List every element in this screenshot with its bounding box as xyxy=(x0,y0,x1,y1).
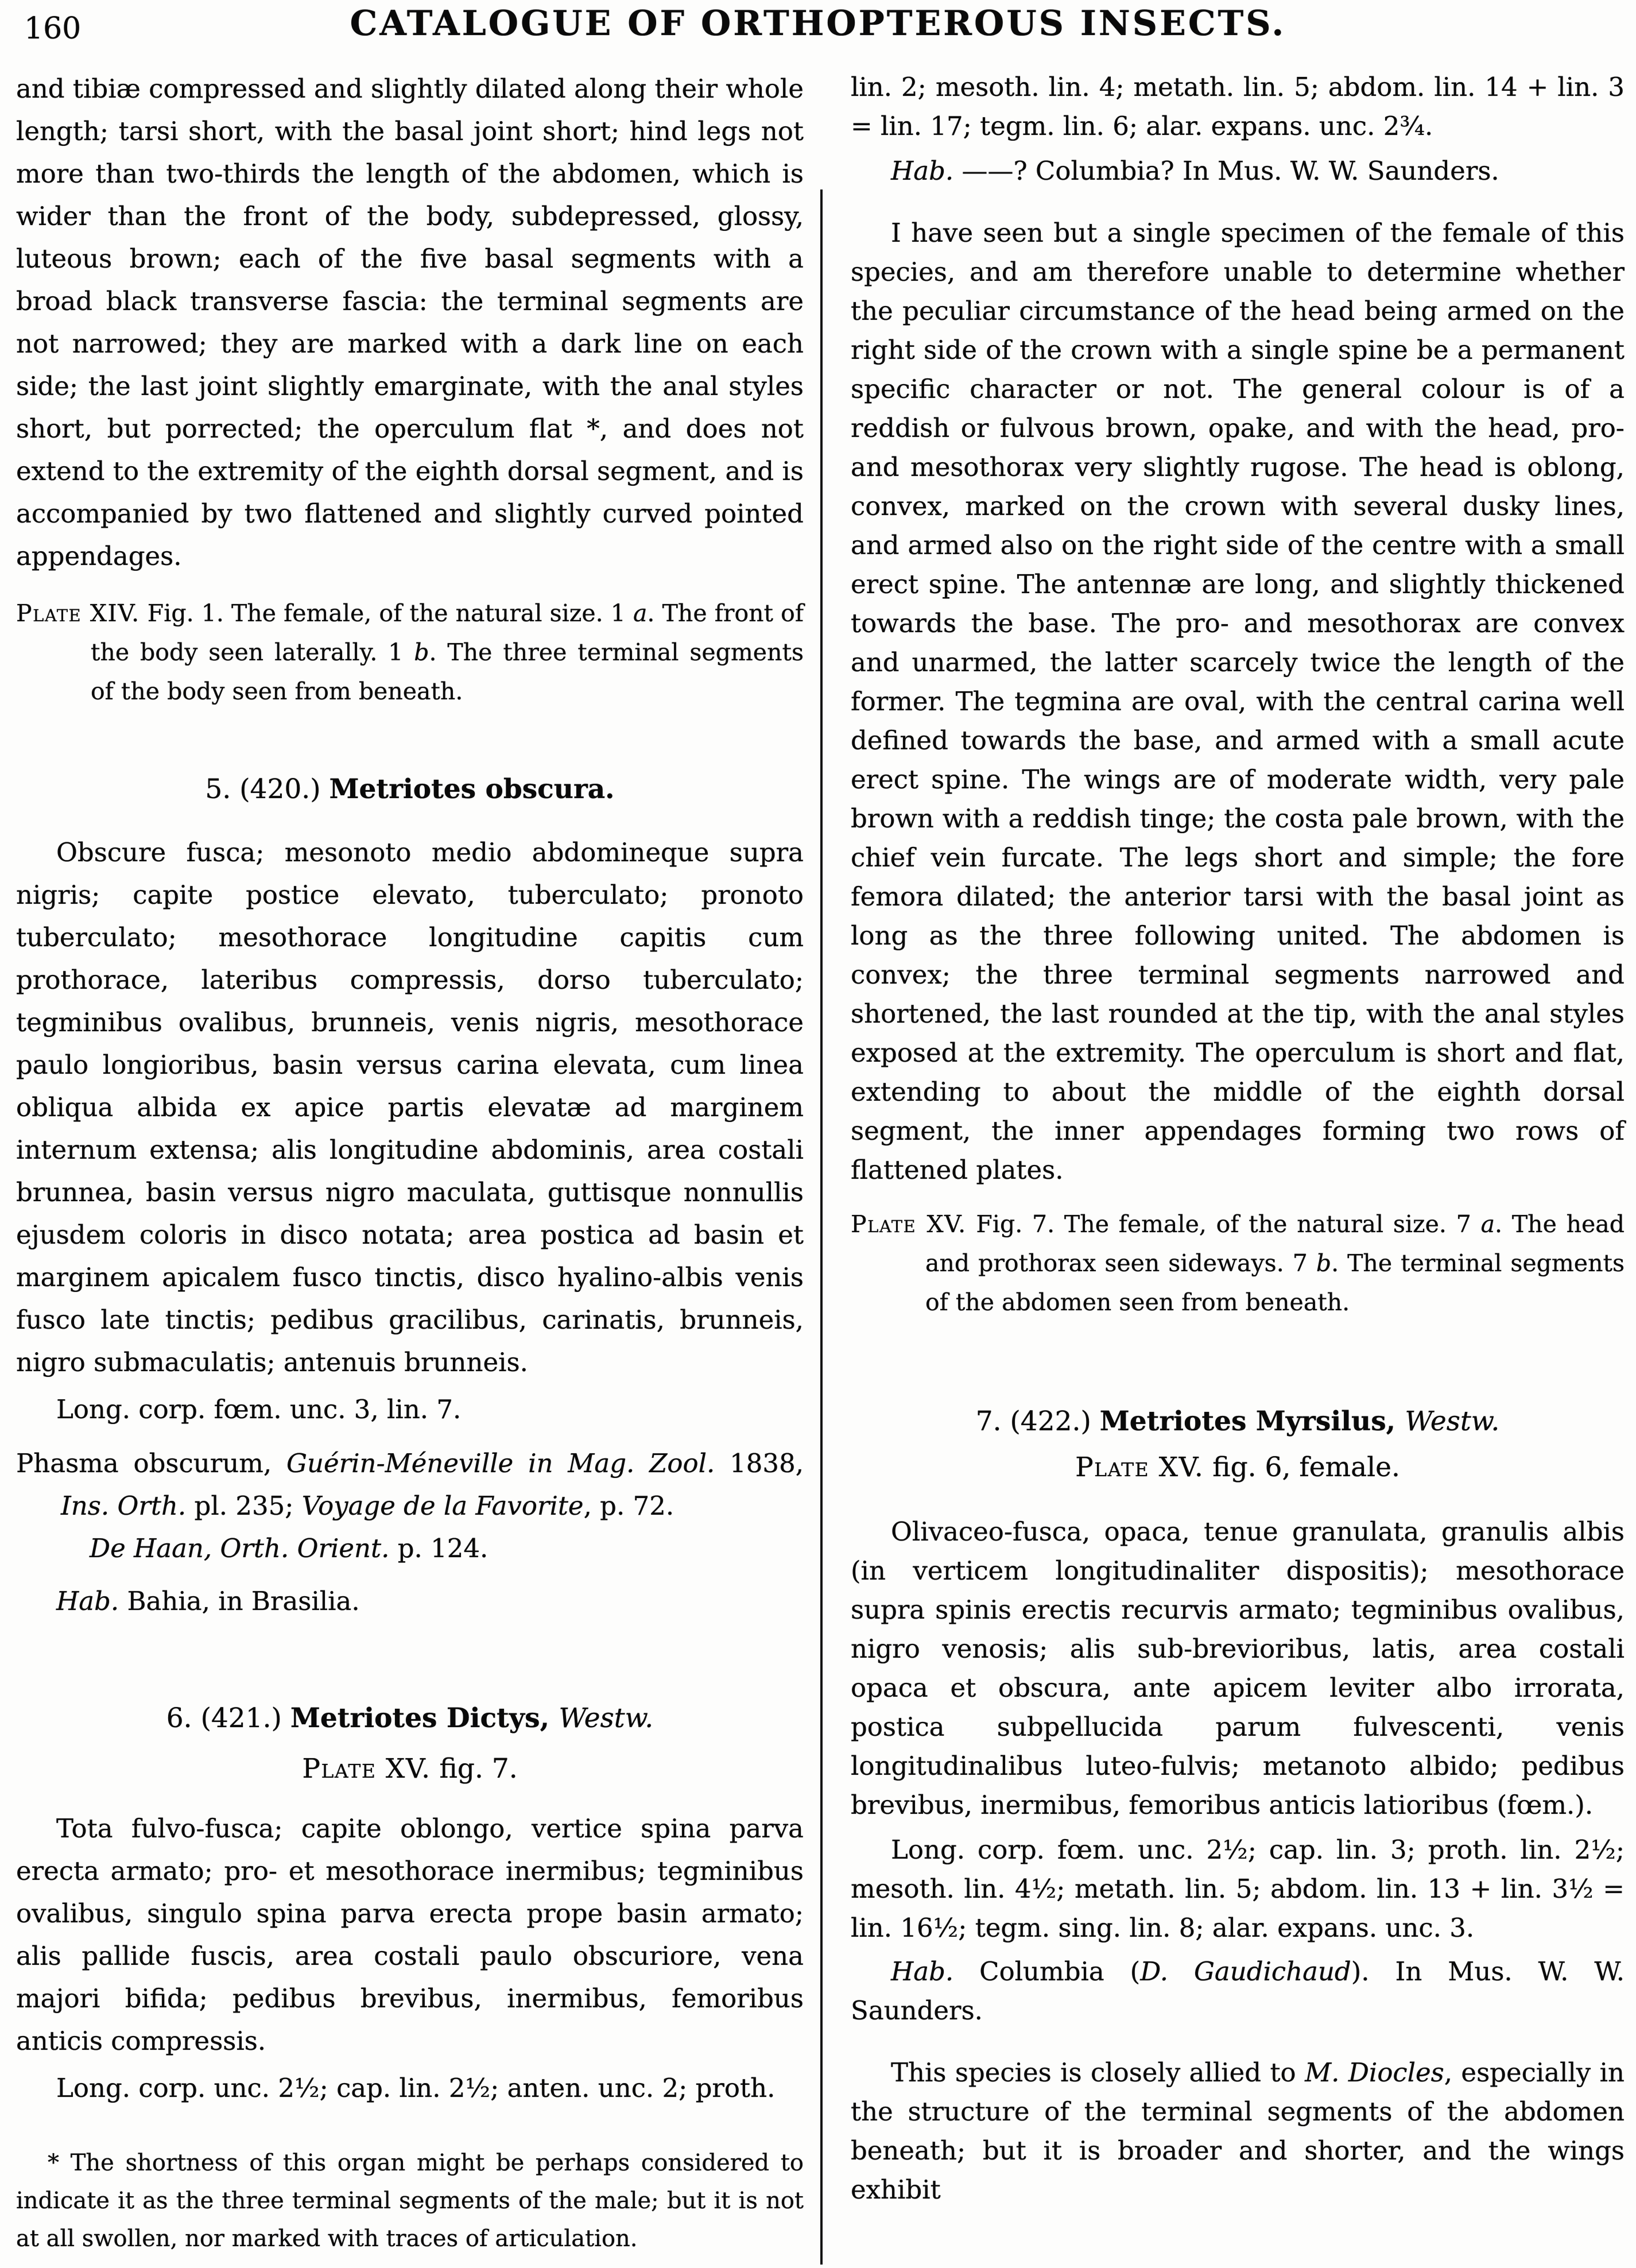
text-run: Plate XV. xyxy=(851,1210,967,1238)
text-run: lin. 2; mesoth. lin. 4; metath. lin. 5; abdom. lin. 14 + lin. 3 = lin. 17; tegm. lin. 6; alar. expans. unc. 2¾. xyxy=(851,72,1625,141)
text-run: Hab. xyxy=(891,156,954,186)
habitat-line xyxy=(851,152,1625,191)
text-run: 5. (420.) xyxy=(205,773,329,805)
text-run: Plate XV. xyxy=(302,1753,431,1785)
plate-caption-xiv xyxy=(16,594,804,711)
measurements-continuation xyxy=(851,68,1625,146)
text-run: . The head and prothorax seen sideways. 7 xyxy=(925,1210,1625,1277)
text-run: and tibiæ compressed and slightly dilated along their whole length; tarsi short, with the basal joint short; hind legs not more than two-thirds the length of the abdomen, which is wider than the front of the body, subdepressed, glossy, luteous brown; each of the five basal segments with a broad black transverse fascia: the terminal segments are not narrowed; they are marked with a dark line on each side; the last joint slightly emarginate, with the anal styles short, but porrected; the operculum flat *, and does not extend to the extremity of the eighth dorsal segment, and is accompanied by two flattened and slightly curved pointed appendages. xyxy=(16,73,804,571)
species-heading-422 xyxy=(851,1402,1625,1441)
text-run: b xyxy=(414,638,429,666)
habitat-line xyxy=(851,1952,1625,2030)
text-run: I have seen but a single specimen of the female of this species, and am therefore unable to determine whether the peculiar circumstance of the head being armed on the right side of the crown with a single spine be a permanent specific character or not. The general colour is of a reddish or fulvous brown, opake, and with the head, pro- and mesothorax very slightly rugose. The head is oblong, convex, marked on the crown with several dusky lines, and armed also on the right side of the centre with a small erect spine. The antennæ are long, and slightly thickened towards the base. The pro- and mesothorax are convex and unarmed, the latter scarcely twice the length of the former. The tegmina are oval, with the central carina well defined towards the base, and armed with a small acute erect spine. The wings are of moderate width, very pale brown with a reddish tinge; the costa pale brown, with the chief vein furcate. The legs short and simple; the fore femora dilated; the anterior tarsi with the basal joint as long as the three following united. The abdomen is convex; the three terminal segments narrowed and shortened, the last rounded at the tip, with the anal styles exposed at the extremity. The operculum is short and flat, extending to about the middle of the eighth dorsal segment, the inner appendages forming two rows of flattened plates. xyxy=(851,218,1625,1185)
text-run: Metriotes Myrsilus, xyxy=(1099,1406,1405,1437)
measurements-line xyxy=(16,1388,804,1431)
text-run: Westw. xyxy=(559,1702,654,1734)
text-run: . The front of the body seen laterally. 1 xyxy=(91,599,804,666)
reference-citation xyxy=(90,1527,804,1570)
text-run: 7. (422.) xyxy=(975,1406,1100,1437)
text-run: fig. 6, female. xyxy=(1204,1452,1400,1483)
latin-description-myrsilus xyxy=(851,1512,1625,1825)
measurements-line xyxy=(851,1830,1625,1948)
plate-subheading xyxy=(851,1448,1625,1487)
reference-citation xyxy=(16,1442,804,1527)
species-heading-420 xyxy=(16,768,804,811)
text-run: pl. 235; xyxy=(186,1491,302,1521)
text-run: Fig. 1. The female, of the natural size. 1 xyxy=(139,599,633,627)
text-run: , p. 72. xyxy=(583,1491,674,1521)
continuation-paragraph xyxy=(16,68,804,578)
text-run: Voyage de la Favorite xyxy=(301,1491,584,1521)
text-run: ). In Mus. W. W. Saunders. xyxy=(851,1956,1625,2026)
text-run: , especially in the structure of the terminal segments of the abdomen beneath; but it is broader and shorter, and the wings exhibit xyxy=(851,2057,1625,2205)
text-run: M. Diocles xyxy=(1305,2057,1444,2088)
text-run: ——? Columbia? In Mus. W. W. Saunders. xyxy=(953,156,1499,186)
text-run: a xyxy=(633,599,648,627)
column-divider-rule xyxy=(820,189,823,2265)
text-run: Metriotes Dictys, xyxy=(290,1702,559,1734)
text-run: Plate XIV. xyxy=(16,599,140,627)
text-run: Columbia ( xyxy=(953,1956,1141,1987)
text-run: 6. (421.) xyxy=(166,1702,290,1734)
text-run: Olivaceo-fusca, opaca, tenue granulata, granulis albis (in verticem longitudinaliter dispositis); mesothorace supra spinis erectis recurvis armato; tegminibus ovalibus, nigro venosis; alis sub-brevioribus, latis, area costali opaca et obscura, ante apicem leviter albo irrorata, postica subpellucida parum fulvescenti, venis longitudinalibus luteo-fulvis; metanoto albido; pedibus brevibus, inermibus, femoribus anticis latioribus (fœm.). xyxy=(851,1516,1625,1820)
footnote-text xyxy=(16,2144,804,2258)
text-run: Westw. xyxy=(1405,1406,1500,1437)
text-run: Guérin-Méneville in Mag. Zool. xyxy=(286,1448,715,1479)
plate-caption-xv xyxy=(851,1205,1625,1322)
text-run: Long. corp. fœm. unc. 3, lin. 7. xyxy=(56,1394,462,1425)
closing-paragraph xyxy=(851,2053,1625,2209)
text-run: This species is closely allied to xyxy=(891,2057,1305,2088)
text-run: Long. corp. unc. 2½; cap. lin. 2½; anten. unc. 2; proth. xyxy=(56,2073,776,2103)
plate-subheading xyxy=(16,1748,804,1790)
habitat-line xyxy=(16,1580,804,1623)
text-run: Metriotes obscura. xyxy=(329,773,615,805)
species-heading-421 xyxy=(16,1697,804,1740)
text-run: Obscure fusca; mesonoto medio abdomineque supra nigris; capite postice elevato, tuberculato; pronoto tuberculato; mesothorace longitudine capitis cum prothorace, lateribus compressis, dorso tuberculato; tegminibus ovalibus, brunneis, venis nigris, mesothorace paulo longioribus, basin versus carina elevata, cum linea obliqua albida ex apice partis elevatæ ad marginem internum extensa; alis longitudine abdominis, area costali brunnea, basin versus nigro maculata, guttisque nonnullis ejusdem coloris in disco notata; area postica ad basin et marginem apicalem fusco tinctis, disco hyalino-albis venis fusco late tinctis; pedibus gracilibus, carinatis, brunneis, nigro submaculatis; antenuis brunneis. xyxy=(16,837,804,1377)
text-run: Long. corp. fœm. unc. 2½; cap. lin. 3; proth. lin. 2½; mesoth. lin. 4½; metath. lin. 5; abdom. lin. 13 + lin. 3½ = lin. 16½; tegm. sing. lin. 8; alar. expans. unc. 3. xyxy=(851,1834,1625,1943)
text-run: De Haan, Orth. Orient. xyxy=(90,1533,390,1563)
left-column xyxy=(16,68,804,2258)
text-run: b xyxy=(1316,1249,1332,1277)
text-run: . The terminal segments of the abdomen seen from beneath. xyxy=(925,1249,1625,1316)
text-run: . The three terminal segments of the body seen from beneath. xyxy=(91,638,804,705)
text-run: Hab. xyxy=(56,1586,119,1616)
latin-description-dictys xyxy=(16,1808,804,2062)
text-run: Fig. 7. The female, of the natural size. 7 xyxy=(966,1210,1481,1238)
text-run: * The shortness of this organ might be perhaps considered to indicate it as the three terminal segments of the male; but it is not at all swollen, nor marked with traces of articulation. xyxy=(16,2150,804,2252)
text-run: Phasma obscurum, xyxy=(16,1448,287,1479)
text-run: Plate XV. xyxy=(1075,1452,1204,1483)
measurements-line xyxy=(16,2067,804,2110)
text-run: Hab. xyxy=(891,1956,954,1987)
page-number: 160 xyxy=(24,11,82,46)
text-run: Ins. Orth. xyxy=(61,1491,187,1521)
discussion-paragraph xyxy=(851,214,1625,1190)
text-run: D. Gaudichaud xyxy=(1140,1956,1351,1987)
text-run: 1838, xyxy=(715,1448,804,1479)
right-column xyxy=(851,68,1625,2209)
running-header-title: CATALOGUE OF ORTHOPTEROUS INSECTS. xyxy=(350,3,1286,44)
text-run: Bahia, in Brasilia. xyxy=(119,1586,360,1616)
latin-description-obscura xyxy=(16,831,804,1384)
text-run: a xyxy=(1480,1210,1495,1238)
text-run: p. 124. xyxy=(389,1533,489,1563)
text-run: fig. 7. xyxy=(431,1753,518,1785)
text-run: Tota fulvo-fusca; capite oblongo, vertice spina parva erecta armato; pro- et mesothorace inermibus; tegminibus ovalibus, singulo spina parva erecta prope basin armato; alis pallide fuscis, area costali paulo obscuriore, vena majori bifida; pedibus brevibus, inermibus, femoribus anticis compressis. xyxy=(16,1813,804,2056)
